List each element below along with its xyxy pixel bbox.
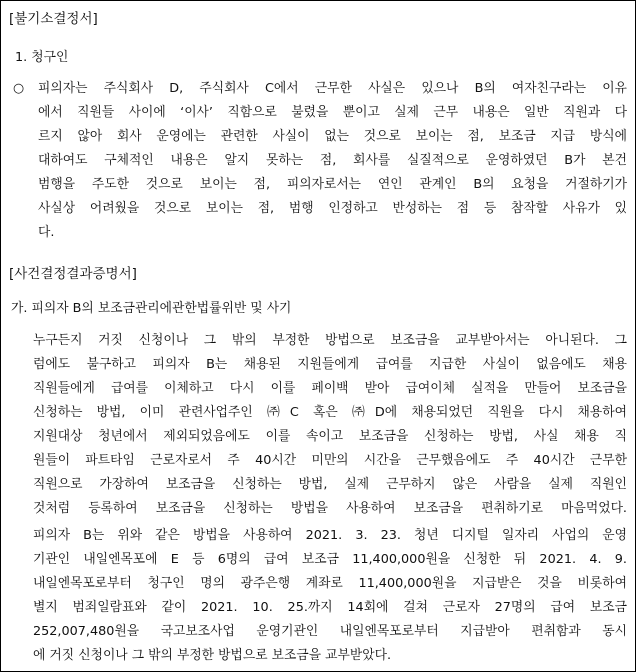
paragraph-line: 대하여도 구체적인 내용은 알지 못하는 점, 회사를 실질적으로 운영하였던 B가 본건 [38, 153, 627, 168]
paragraph-line: 피의자 B는 위와 같은 방법을 사용하여 2021. 3. 23. 청년 디지털 일자리 사업의 운영 [33, 528, 627, 543]
paragraph-line: 기관인 내일엔목포에 E 등 6명의 급여 보조금 11,400,000원을 신청한 뒤 2021. 4. 9. [33, 552, 627, 567]
paragraph-line: 에 거짓 신청이나 그 밖의 부정한 방법으로 보조금을 교부받았다. [33, 648, 392, 663]
paragraph-line: 피의자는 주식회사 D, 주식회사 C에서 근무한 사실은 있으나 B의 여자친구라는 이유 [38, 81, 627, 96]
bullet-icon: ○ [13, 81, 25, 96]
subheading-charge: 가. 피의자 B의 보조금관리에관한법률위반 및 사기 [11, 301, 292, 316]
section-heading-nonprosecution: [불기소결정서] [9, 11, 98, 27]
paragraph-line: 직원으로 가장하여 보조금을 신청하는 방법, 실제 근무하지 않은 사람을 실제 직원인 [33, 477, 627, 492]
paragraph-line: 에서 직원들 사이에 ‘이사’ 직함으로 불렸을 뿐이고 실제 근무 내용은 일반 직원과 다 [38, 105, 627, 120]
paragraph-line: 내일엔목포로부터 청구인 명의 광주은행 계좌로 11,400,000원을 지급받은 것을 비롯하여 [33, 576, 627, 591]
paragraph-line: 원들이 파트타임 근로자로서 주 40시간 미만의 시간을 근무했음에도 주 40시간 근무한 [33, 453, 627, 468]
paragraph-line: 럼에도 불구하고 피의자 B는 채용된 지원들에게 급여를 지급한 사실이 없음에도 채용 [33, 357, 627, 372]
paragraph-line: 누구든지 거짓 신청이나 그 밖의 부정한 방법으로 보조금을 교부받아서는 아니된다. 그 [33, 333, 627, 348]
paragraph-line: 지원대상 청년에서 제외되었음에도 이를 속이고 보조금을 신청하는 방법, 사실 채용 직 [33, 429, 627, 444]
paragraph-line: 다. [38, 225, 55, 240]
paragraph-line: 르지 않아 회사 운영에는 관련한 사실이 없는 것으로 보이는 점, 보조금 지급 방식에 [38, 129, 627, 144]
paragraph-line: 직원들에게 급여를 이체하고 다시 이를 페이백 받아 급여이체 실적을 만들어 보조금을 [33, 381, 627, 396]
paragraph-line: 범행을 주도한 것으로 보이는 점, 피의자로서는 연인 관계인 B의 요청을 거절하기가 [38, 177, 627, 192]
paragraph-line: 것처럼 등록하여 보조금을 신청하는 방법을 사용하여 보조금을 편취하기로 마음먹었다. [33, 501, 627, 516]
paragraph-line: 별지 범죄일람표와 같이 2021. 10. 25.까지 14회에 걸쳐 근로자 27명의 급여 보조금 [33, 600, 627, 615]
paragraph-line: 252,007,480원을 국고보조사업 운영기관인 내일엔목포로부터 지급받아 편취함과 동시 [33, 624, 627, 639]
item-label-complainant: 1. 청구인 [15, 50, 69, 65]
paragraph-line: 신청하는 방법, 이미 관련사업주인 ㈜C 혹은 ㈜D에 채용되었던 직원을 다시 채용하여 [33, 405, 627, 420]
section-heading-case-result: [사건결정결과증명서] [9, 266, 137, 282]
paragraph-line: 사실상 어려웠을 것으로 보이는 점, 범행 인정하고 반성하는 점 등 참작할 사유가 있 [38, 201, 627, 216]
